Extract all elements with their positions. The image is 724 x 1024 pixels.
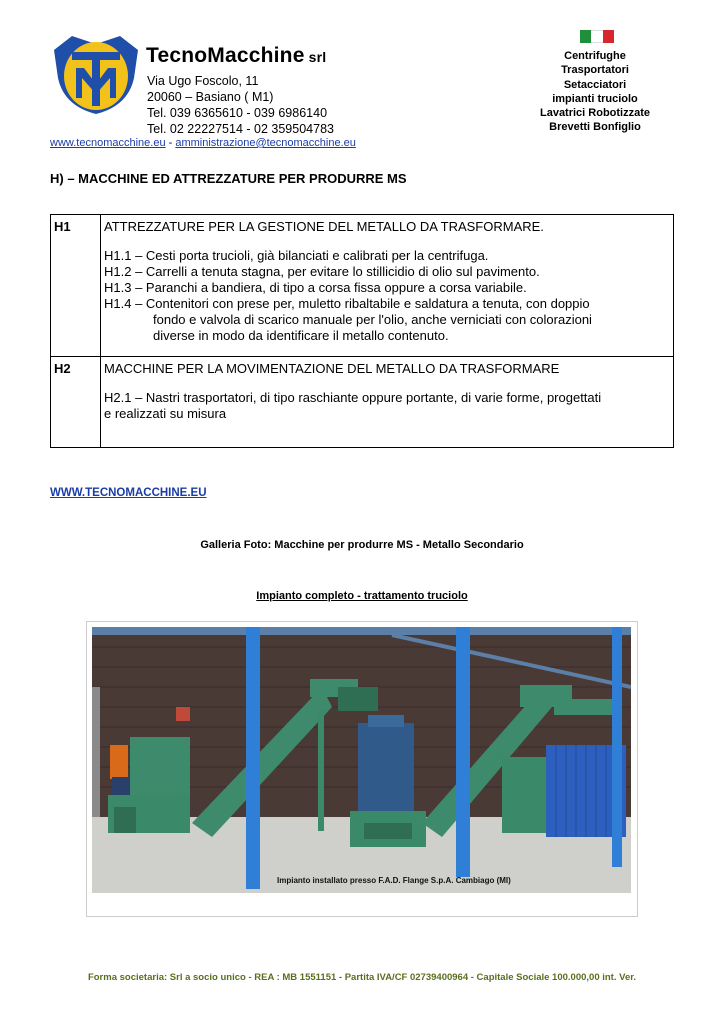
link-separator: - (168, 137, 173, 149)
company-name: TecnoMacchine srl (146, 44, 327, 67)
service-item: Lavatrici Robotizzate (539, 107, 651, 120)
section-title: H) – MACCHINE ED ATTREZZATURE PER PRODURRE MS (50, 171, 407, 186)
address-line-1: Via Ugo Foscolo, 11 (147, 74, 259, 88)
service-item: impianti truciolo (552, 92, 638, 105)
company-footer: Forma societaria: Srl a socio unico - REA : MB 1551151 - Partita IVA/CF 02739400964 - Capitale Sociale 100.000,00 int. Ver. (87, 972, 637, 983)
phone-line-1: Tel. 039 6365610 - 039 6986140 (147, 106, 328, 120)
table-row (51, 357, 674, 448)
list-item: H1.2 – Carrelli a tenuta stagna, per evitare lo stillicidio di olio sul pavimento. (104, 264, 540, 279)
email-link[interactable]: amministrazione@tecnomacchine.eu (175, 137, 356, 149)
list-item: H1.1 – Cesti porta trucioli, già bilanciati e calibrati per la centrifuga. (104, 248, 489, 263)
address-line-2: 20060 – Basiano ( M1) (147, 90, 274, 104)
photo-title: Impianto completo - trattamento truciolo (256, 590, 468, 602)
photo-caption: Impianto installato presso F.A.D. Flange S.p.A. Cambiago (MI) (277, 876, 511, 885)
list-item-line: H2.1 – Nastri trasportatori, di tipo raschiante oppure portante, di varie forme, progettati (104, 390, 602, 405)
phone-line-2: Tel. 02 22227514 - 02 359504783 (147, 122, 334, 136)
list-item (104, 296, 671, 344)
plant-photo (92, 627, 631, 893)
row-title: ATTREZZATURE PER LA GESTIONE DEL METALLO DA TRASFORMARE. (104, 219, 544, 234)
row-code: H2 (51, 357, 101, 448)
row-code: H1 (51, 215, 101, 357)
table-row (51, 215, 674, 357)
list-item-line: H1.4 – Contenitori con prese per, muletto ribaltabile e saldatura a tenuta, con doppio (104, 296, 590, 311)
service-item: Centrifughe (564, 50, 626, 62)
equipment-table (50, 214, 674, 448)
list-item (104, 390, 671, 422)
row-title: MACCHINE PER LA MOVIMENTAZIONE DEL METALLO DA TRASFORMARE (104, 361, 560, 376)
italian-flag-icon (580, 30, 614, 43)
contact-links (50, 137, 356, 149)
list-item: H1.3 – Paranchi a bandiera, di tipo a corsa fissa oppure a corsa variabile. (104, 280, 527, 295)
row-content (101, 215, 674, 357)
company-suffix: srl (308, 49, 327, 65)
list-item-line: diverse in modo da identificare il metallo contenuto. (153, 328, 449, 343)
site-link[interactable]: WWW.TECNOMACCHINE.EU (50, 487, 207, 499)
service-item: Brevetti Bonfiglio (549, 121, 641, 134)
list-item-line: fondo e valvola di scarico manuale per l'olio, anche verniciati con colorazioni (153, 312, 592, 327)
service-item: Trasportatori (561, 64, 629, 77)
website-link[interactable]: www.tecnomacchine.eu (50, 137, 166, 149)
list-item-line: e realizzati su misura (104, 406, 227, 421)
row-content (101, 357, 674, 448)
company-logo (50, 32, 142, 116)
services-list (520, 49, 670, 135)
service-item: Setacciatori (563, 78, 627, 91)
gallery-title: Galleria Foto: Macchine per produrre MS - Metallo Secondario (200, 539, 524, 551)
